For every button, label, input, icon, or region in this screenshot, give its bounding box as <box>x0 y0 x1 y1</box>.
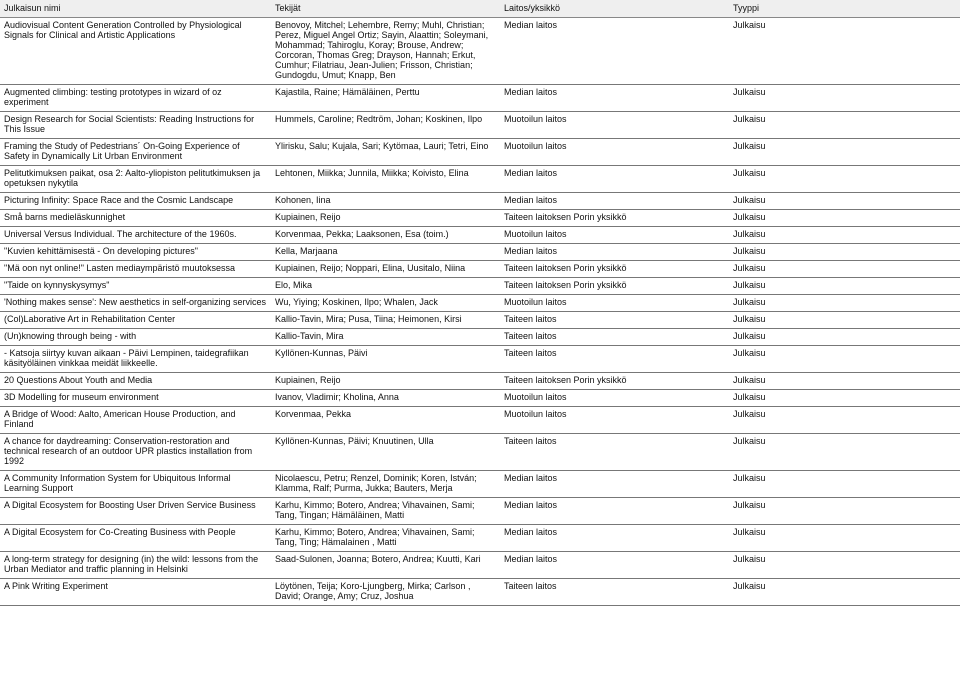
table-row[interactable] <box>0 498 960 525</box>
cell-title: (Un)knowing through being - with <box>0 329 271 346</box>
cell-type: Julkaisu <box>729 552 960 579</box>
table-row[interactable] <box>0 373 960 390</box>
cell-department: Taiteen laitos <box>500 579 729 606</box>
table-row[interactable] <box>0 85 960 112</box>
cell-authors: Korvenmaa, Pekka <box>271 407 500 434</box>
cell-type: Julkaisu <box>729 278 960 295</box>
cell-title: "Taide on kynnyskysymys" <box>0 278 271 295</box>
cell-type: Julkaisu <box>729 390 960 407</box>
table-row[interactable] <box>0 18 960 85</box>
cell-type: Julkaisu <box>729 227 960 244</box>
cell-department: Median laitos <box>500 498 729 525</box>
cell-type: Julkaisu <box>729 193 960 210</box>
cell-title: Design Research for Social Scientists: Reading Instructions for This Issue <box>0 112 271 139</box>
cell-type: Julkaisu <box>729 261 960 278</box>
cell-title: 3D Modelling for museum environment <box>0 390 271 407</box>
cell-department: Median laitos <box>500 471 729 498</box>
cell-title: - Katsoja siirtyy kuvan aikaan - Päivi Lempinen, taidegrafiikan käsityöläinen vinkkaa meidät liikkeelle. <box>0 346 271 373</box>
table-row[interactable] <box>0 407 960 434</box>
table-row[interactable] <box>0 525 960 552</box>
cell-department: Taiteen laitoksen Porin yksikkö <box>500 210 729 227</box>
cell-type: Julkaisu <box>729 295 960 312</box>
header-row <box>0 0 960 18</box>
column-header-type[interactable]: Tyyppi <box>729 0 960 18</box>
cell-department: Median laitos <box>500 525 729 552</box>
table-row[interactable] <box>0 244 960 261</box>
column-header-department[interactable]: Laitos/yksikkö <box>500 0 729 18</box>
table-header <box>0 0 960 18</box>
cell-department: Taiteen laitos <box>500 434 729 471</box>
cell-department: Muotoilun laitos <box>500 295 729 312</box>
cell-authors: Elo, Mika <box>271 278 500 295</box>
cell-authors: Kallio-Tavin, Mira; Pusa, Tiina; Heimonen, Kirsi <box>271 312 500 329</box>
cell-authors: Saad-Sulonen, Joanna; Botero, Andrea; Kuutti, Kari <box>271 552 500 579</box>
cell-department: Median laitos <box>500 552 729 579</box>
cell-title: A chance for daydreaming: Conservation-restoration and technical research of an outdoor UPR plastics installation from 1992 <box>0 434 271 471</box>
table-row[interactable] <box>0 193 960 210</box>
cell-authors: Karhu, Kimmo; Botero, Andrea; Vihavainen, Sami; Tang, Tingan; Hämäläinen, Matti <box>271 498 500 525</box>
cell-authors: Kyllönen-Kunnas, Päivi; Knuutinen, Ulla <box>271 434 500 471</box>
table-row[interactable] <box>0 166 960 193</box>
table-body <box>0 18 960 606</box>
cell-department: Muotoilun laitos <box>500 112 729 139</box>
table-row[interactable] <box>0 139 960 166</box>
cell-authors: Wu, Yiying; Koskinen, Ilpo; Whalen, Jack <box>271 295 500 312</box>
cell-title: Framing the Study of Pedestrians´ On-Going Experience of Safety in Dynamically Lit Urban Environment <box>0 139 271 166</box>
cell-title: Augmented climbing: testing prototypes in wizard of oz experiment <box>0 85 271 112</box>
cell-authors: Ivanov, Vladimir; Kholina, Anna <box>271 390 500 407</box>
cell-authors: Kyllönen-Kunnas, Päivi <box>271 346 500 373</box>
cell-type: Julkaisu <box>729 210 960 227</box>
table-row[interactable] <box>0 390 960 407</box>
cell-department: Taiteen laitos <box>500 312 729 329</box>
cell-type: Julkaisu <box>729 139 960 166</box>
cell-department: Taiteen laitos <box>500 346 729 373</box>
cell-authors: Benovoy, Mitchel; Lehembre, Remy; Muhl, Christian; Perez, Miguel Angel Ortiz; Sayin, Alaattin; Soleymani, Mohammad; Tahiroglu, Koray; Brouse, Andrew; Corcoran, Thomas Greg; Drayson, Hannah; Erkut, Cumhur; Filatriau, Jean-Julien; Frisson, Christian; Gundogdu, Umut; Knapp, Ben <box>271 18 500 85</box>
cell-type: Julkaisu <box>729 312 960 329</box>
table-row[interactable] <box>0 471 960 498</box>
cell-type: Julkaisu <box>729 471 960 498</box>
table-row[interactable] <box>0 210 960 227</box>
cell-title: A Digital Ecosystem for Boosting User Driven Service Business <box>0 498 271 525</box>
cell-title: A long-term strategy for designing (in) the wild: lessons from the Urban Mediator and traffic planning in Helsinki <box>0 552 271 579</box>
cell-type: Julkaisu <box>729 329 960 346</box>
cell-authors: Kupiainen, Reijo; Noppari, Elina, Uusitalo, Niina <box>271 261 500 278</box>
cell-type: Julkaisu <box>729 498 960 525</box>
table-row[interactable] <box>0 261 960 278</box>
cell-authors: Karhu, Kimmo; Botero, Andrea; Vihavainen, Sami; Tang, Ting; Hämalainen , Matti <box>271 525 500 552</box>
cell-authors: Löytönen, Teija; Koro-Ljungberg, Mirka; Carlson , David; Orange, Amy; Cruz, Joshua <box>271 579 500 606</box>
cell-authors: Kohonen, Iina <box>271 193 500 210</box>
cell-authors: Kallio-Tavin, Mira <box>271 329 500 346</box>
cell-authors: Nicolaescu, Petru; Renzel, Dominik; Koren, István; Klamma, Ralf; Purma, Jukka; Bauters, Merja <box>271 471 500 498</box>
cell-authors: Kupiainen, Reijo <box>271 373 500 390</box>
cell-title: Pelitutkimuksen paikat, osa 2: Aalto-yliopiston pelitutkimuksen ja opetuksen nykytila <box>0 166 271 193</box>
cell-department: Median laitos <box>500 85 729 112</box>
cell-type: Julkaisu <box>729 373 960 390</box>
cell-title: "Kuvien kehittämisestä - On developing pictures" <box>0 244 271 261</box>
cell-authors: Kella, Marjaana <box>271 244 500 261</box>
table-row[interactable] <box>0 278 960 295</box>
cell-type: Julkaisu <box>729 18 960 85</box>
cell-authors: Korvenmaa, Pekka; Laaksonen, Esa (toim.) <box>271 227 500 244</box>
cell-title: 20 Questions About Youth and Media <box>0 373 271 390</box>
cell-department: Median laitos <box>500 193 729 210</box>
cell-type: Julkaisu <box>729 407 960 434</box>
cell-title: A Bridge of Wood: Aalto, American House Production, and Finland <box>0 407 271 434</box>
cell-authors: Hummels, Caroline; Redtröm, Johan; Koskinen, Ilpo <box>271 112 500 139</box>
cell-department: Median laitos <box>500 18 729 85</box>
cell-authors: Kupiainen, Reijo <box>271 210 500 227</box>
cell-type: Julkaisu <box>729 85 960 112</box>
cell-authors: Ylirisku, Salu; Kujala, Sari; Kytömaa, Lauri; Tetri, Eino <box>271 139 500 166</box>
cell-title: "Mä oon nyt online!" Lasten mediaympäristö muutoksessa <box>0 261 271 278</box>
cell-type: Julkaisu <box>729 166 960 193</box>
column-header-authors[interactable]: Tekijät <box>271 0 500 18</box>
cell-department: Taiteen laitoksen Porin yksikkö <box>500 373 729 390</box>
cell-department: Muotoilun laitos <box>500 227 729 244</box>
table-row[interactable] <box>0 579 960 606</box>
cell-department: Median laitos <box>500 244 729 261</box>
table-row[interactable] <box>0 329 960 346</box>
cell-department: Muotoilun laitos <box>500 139 729 166</box>
cell-type: Julkaisu <box>729 525 960 552</box>
column-header-title[interactable]: Julkaisun nimi <box>0 0 271 18</box>
cell-title: Små barns medieläskunnighet <box>0 210 271 227</box>
cell-title: (Col)Laborative Art in Rehabilitation Center <box>0 312 271 329</box>
cell-authors: Kajastila, Raine; Hämäläinen, Perttu <box>271 85 500 112</box>
cell-title: 'Nothing makes sense': New aesthetics in self-organizing services <box>0 295 271 312</box>
cell-title: A Community Information System for Ubiquitous Informal Learning Support <box>0 471 271 498</box>
table-row[interactable] <box>0 434 960 471</box>
cell-title: A Pink Writing Experiment <box>0 579 271 606</box>
cell-department: Median laitos <box>500 166 729 193</box>
cell-type: Julkaisu <box>729 579 960 606</box>
table-row[interactable] <box>0 112 960 139</box>
cell-title: Audiovisual Content Generation Controlled by Physiological Signals for Clinical and Artistic Applications <box>0 18 271 85</box>
cell-type: Julkaisu <box>729 112 960 139</box>
table-row[interactable] <box>0 552 960 579</box>
cell-type: Julkaisu <box>729 346 960 373</box>
table-row[interactable] <box>0 346 960 373</box>
cell-title: Universal Versus Individual. The architecture of the 1960s. <box>0 227 271 244</box>
cell-type: Julkaisu <box>729 244 960 261</box>
cell-title: Picturing Infinity: Space Race and the Cosmic Landscape <box>0 193 271 210</box>
cell-authors: Lehtonen, Miikka; Junnila, Miikka; Koivisto, Elina <box>271 166 500 193</box>
cell-department: Taiteen laitoksen Porin yksikkö <box>500 261 729 278</box>
cell-title: A Digital Ecosystem for Co-Creating Business with People <box>0 525 271 552</box>
cell-type: Julkaisu <box>729 434 960 471</box>
cell-department: Taiteen laitos <box>500 329 729 346</box>
cell-department: Taiteen laitoksen Porin yksikkö <box>500 278 729 295</box>
cell-department: Muotoilun laitos <box>500 407 729 434</box>
table-row[interactable] <box>0 295 960 312</box>
table-row[interactable] <box>0 227 960 244</box>
cell-department: Muotoilun laitos <box>500 390 729 407</box>
table-row[interactable] <box>0 312 960 329</box>
